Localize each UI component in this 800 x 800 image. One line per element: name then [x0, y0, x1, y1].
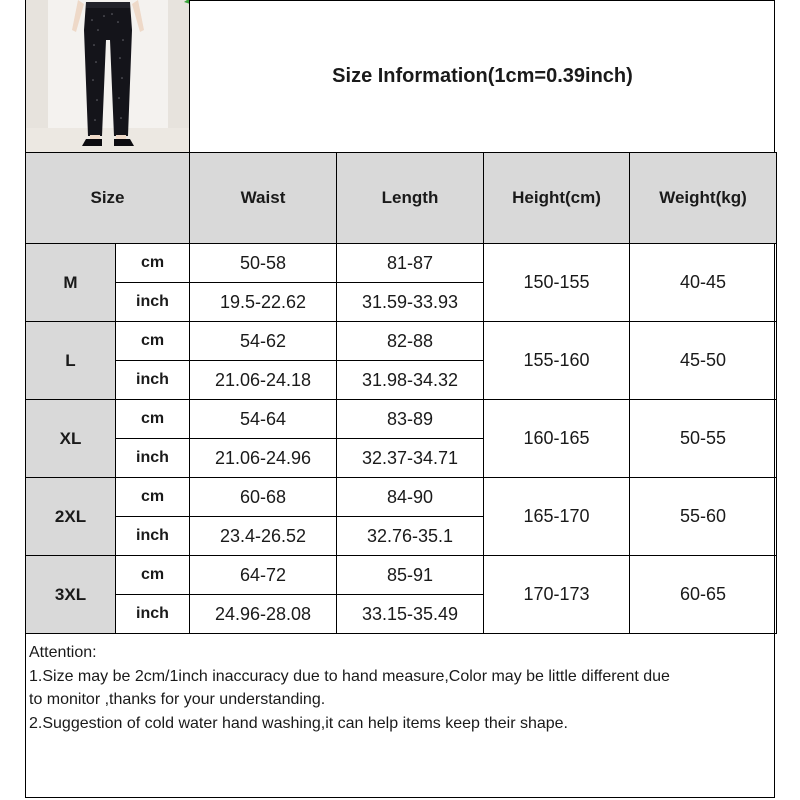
title-cell — [190, 0, 775, 153]
size-table — [25, 152, 777, 634]
unit-inch: inch — [116, 517, 190, 556]
length-cm: 85-91 — [337, 556, 484, 595]
weight-range: 50-55 — [630, 400, 777, 478]
waist-cm: 54-64 — [190, 400, 337, 439]
size-label: XL — [26, 400, 116, 478]
table-row — [26, 322, 777, 361]
table-row — [26, 244, 777, 283]
table-row — [26, 400, 777, 439]
table-header-row — [26, 153, 777, 244]
unit-cm: cm — [116, 322, 190, 361]
waist-cm: 64-72 — [190, 556, 337, 595]
length-inch: 31.98-34.32 — [337, 361, 484, 400]
height-range: 155-160 — [484, 322, 630, 400]
length-cm: 82-88 — [337, 322, 484, 361]
header-length: Length — [337, 153, 484, 244]
waist-inch: 19.5-22.62 — [190, 283, 337, 322]
waist-cm: 60-68 — [190, 478, 337, 517]
length-inch: 32.37-34.71 — [337, 439, 484, 478]
length-cm: 81-87 — [337, 244, 484, 283]
size-label: L — [26, 322, 116, 400]
weight-range: 60-65 — [630, 556, 777, 634]
size-label: 3XL — [26, 556, 116, 634]
length-cm: 83-89 — [337, 400, 484, 439]
length-inch: 31.59-33.93 — [337, 283, 484, 322]
weight-range: 55-60 — [630, 478, 777, 556]
product-photo — [26, 0, 190, 153]
height-range: 160-165 — [484, 400, 630, 478]
header-waist: Waist — [190, 153, 337, 244]
attention-line-1a: 1.Size may be 2cm/1inch inaccuracy due to hand measure,Color may be little different due — [29, 667, 670, 685]
waist-inch: 23.4-26.52 — [190, 517, 337, 556]
height-range: 170-173 — [484, 556, 630, 634]
table-row — [26, 478, 777, 517]
weight-range: 40-45 — [630, 244, 777, 322]
attention-notes — [26, 637, 774, 797]
unit-inch: inch — [116, 361, 190, 400]
waist-inch: 21.06-24.96 — [190, 439, 337, 478]
header-size: Size — [26, 153, 190, 244]
unit-inch: inch — [116, 283, 190, 322]
length-cm: 84-90 — [337, 478, 484, 517]
attention-line-1b: to monitor ,thanks for your understanding. — [29, 691, 326, 708]
header-weight: Weight(kg) — [630, 153, 777, 244]
product-photo-black-pants-icon — [26, 0, 190, 153]
page-title: Size Information(1cm=0.39inch) — [332, 64, 633, 87]
unit-inch: inch — [116, 439, 190, 478]
size-label: 2XL — [26, 478, 116, 556]
unit-cm: cm — [116, 400, 190, 439]
waist-inch: 24.96-28.08 — [190, 595, 337, 634]
height-range: 150-155 — [484, 244, 630, 322]
unit-cm: cm — [116, 244, 190, 283]
height-range: 165-170 — [484, 478, 630, 556]
length-inch: 32.76-35.1 — [337, 517, 484, 556]
waist-cm: 50-58 — [190, 244, 337, 283]
waist-inch: 21.06-24.18 — [190, 361, 337, 400]
weight-range: 45-50 — [630, 322, 777, 400]
table-row — [26, 556, 777, 595]
size-label: M — [26, 244, 116, 322]
length-inch: 33.15-35.49 — [337, 595, 484, 634]
unit-inch: inch — [116, 595, 190, 634]
unit-cm: cm — [116, 556, 190, 595]
header-height: Height(cm) — [484, 153, 630, 244]
attention-heading: Attention: — [29, 644, 97, 661]
attention-line-2: 2.Suggestion of cold water hand washing,it can help items keep their shape. — [29, 714, 568, 732]
unit-cm: cm — [116, 478, 190, 517]
waist-cm: 54-62 — [190, 322, 337, 361]
